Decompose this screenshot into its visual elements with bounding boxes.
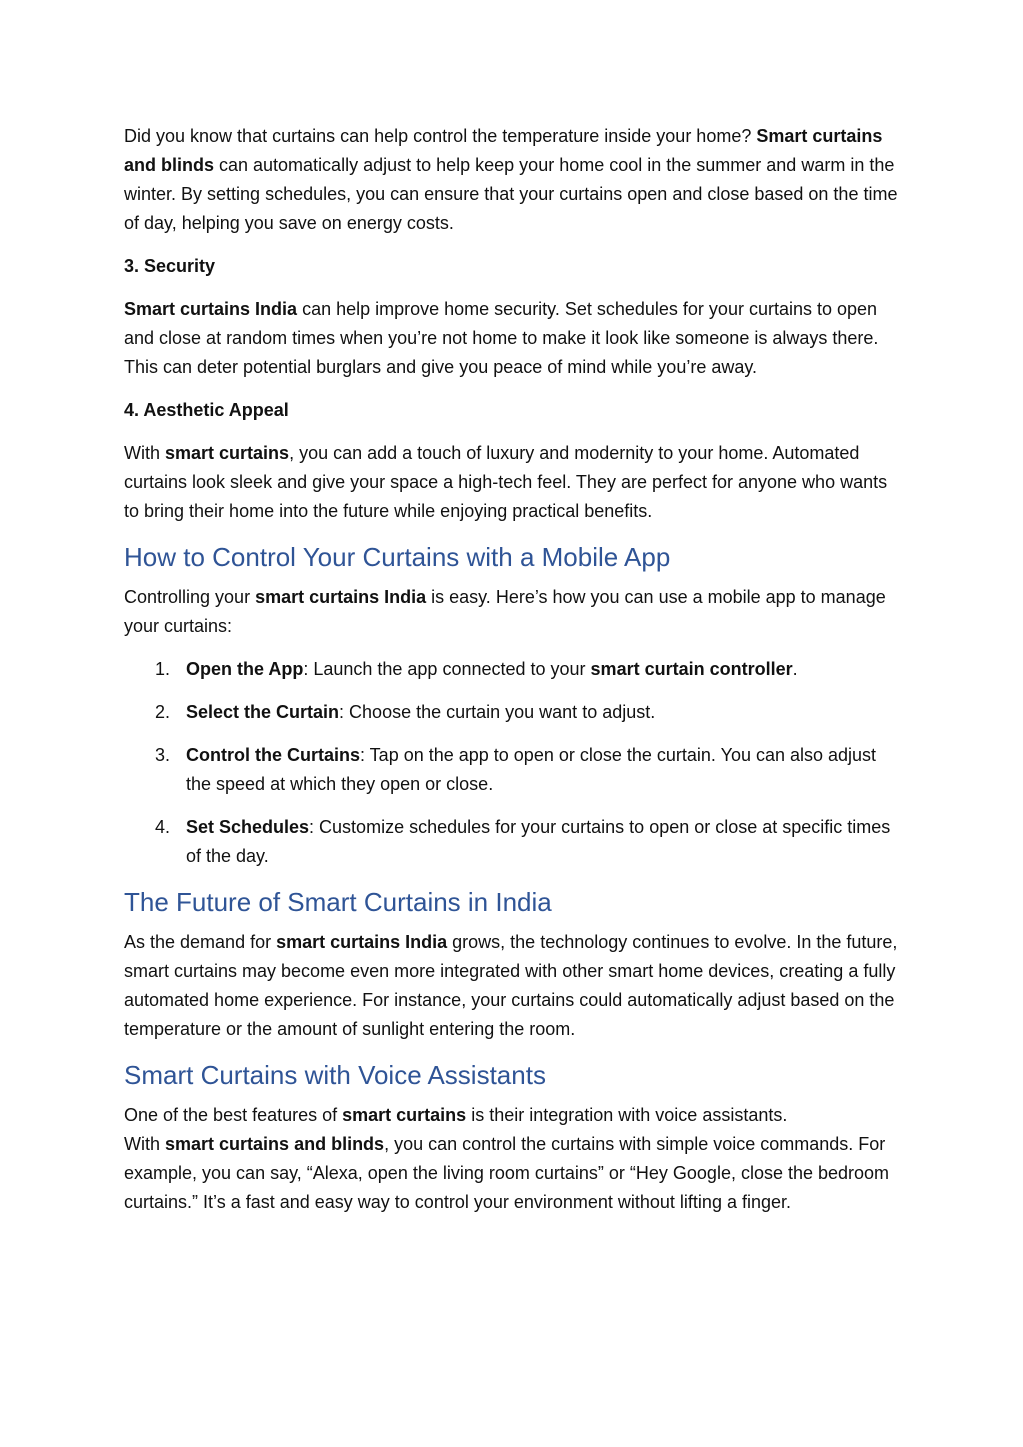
future-heading: The Future of Smart Curtains in India [124, 887, 552, 917]
security-heading: 3. Security [124, 256, 216, 276]
security-bold: Smart curtains India [124, 299, 298, 319]
control-pre: Controlling your [124, 587, 256, 607]
step-text: : Launch the app connected to your [303, 659, 591, 679]
step-title: Control the Curtains [186, 745, 360, 765]
voice-text-2: , you can control the curtains with simple voice commands. For example, you can say, “Alexa, open the living room curtains” or “Hey Google, close the bedroom curtains.” It’s a fast and easy way to control your environment without lifting a finger. [124, 1134, 890, 1212]
control-steps-list [124, 655, 904, 871]
control-paragraph [124, 583, 904, 641]
security-text: can help improve home security. Set schedules for your curtains to open and close at random times when you’re not home to make it look like someone is always there. This can deter potential burglars and give you peace of mind while you’re away. [124, 299, 879, 377]
voice-pre-2: With [124, 1134, 166, 1154]
step-bold-extra: smart curtain controller [590, 659, 793, 679]
voice-bold: smart curtains [342, 1105, 467, 1125]
list-item [124, 741, 904, 799]
list-number: 1. [155, 659, 171, 679]
intro-bold: Smart curtains and blinds [124, 126, 883, 175]
control-heading: How to Control Your Curtains with a Mobile App [124, 542, 671, 572]
step-text: : Tap on the app to open or close the curtain. You can also adjust the speed at which they open or close. [186, 745, 877, 794]
voice-heading: Smart Curtains with Voice Assistants [124, 1060, 546, 1090]
intro-paragraph [124, 122, 904, 238]
list-item [124, 698, 904, 727]
aesthetic-paragraph [124, 439, 904, 526]
step-title: Select the Curtain [186, 702, 340, 722]
security-paragraph [124, 295, 904, 382]
list-item [124, 813, 904, 871]
aesthetic-bold: smart curtains [165, 443, 290, 463]
future-text: grows, the technology continues to evolve. In the future, smart curtains may become even more integrated with other smart home devices, creating a fully automated home experience. For instance, your curtains could automatically adjust based on the temperature or the amount of sunlight entering the room. [124, 932, 898, 1039]
list-item [124, 655, 904, 684]
future-pre: As the demand for [124, 932, 277, 952]
step-text: : Customize schedules for your curtains to open or close at specific times of the day. [186, 817, 891, 866]
aesthetic-text: , you can add a touch of luxury and modernity to your home. Automated curtains look sleek and give your space a high-tech feel. They are perfect for anyone who wants to bring their home into the future while enjoying practical benefits. [124, 443, 888, 521]
step-title: Set Schedules [186, 817, 310, 837]
voice-paragraph [124, 1101, 904, 1217]
intro-text-rest: can automatically adjust to help keep your home cool in the summer and warm in the winter. By setting schedules, you can ensure that your curtains open and close based on the time of day, helping you save on energy costs. [124, 155, 898, 233]
voice-text: is their integration with voice assistants. [466, 1105, 788, 1125]
step-text: : Choose the curtain you want to adjust. [339, 702, 656, 722]
control-text: is easy. Here’s how you can use a mobile app to manage your curtains: [124, 587, 886, 636]
step-title: Open the App [186, 659, 304, 679]
future-bold: smart curtains India [276, 932, 448, 952]
intro-text: Did you know that curtains can help control the temperature inside your home? [124, 126, 757, 146]
list-number: 4. [155, 817, 171, 837]
voice-bold-2: smart curtains and blinds [165, 1134, 385, 1154]
list-number: 3. [155, 745, 171, 765]
list-number: 2. [155, 702, 171, 722]
step-text-extra: . [792, 659, 798, 679]
aesthetic-heading: 4. Aesthetic Appeal [124, 400, 289, 420]
voice-pre: One of the best features of [124, 1105, 343, 1125]
control-bold: smart curtains India [255, 587, 427, 607]
future-paragraph [124, 928, 904, 1044]
aesthetic-pre: With [124, 443, 166, 463]
document-page [124, 122, 904, 1217]
